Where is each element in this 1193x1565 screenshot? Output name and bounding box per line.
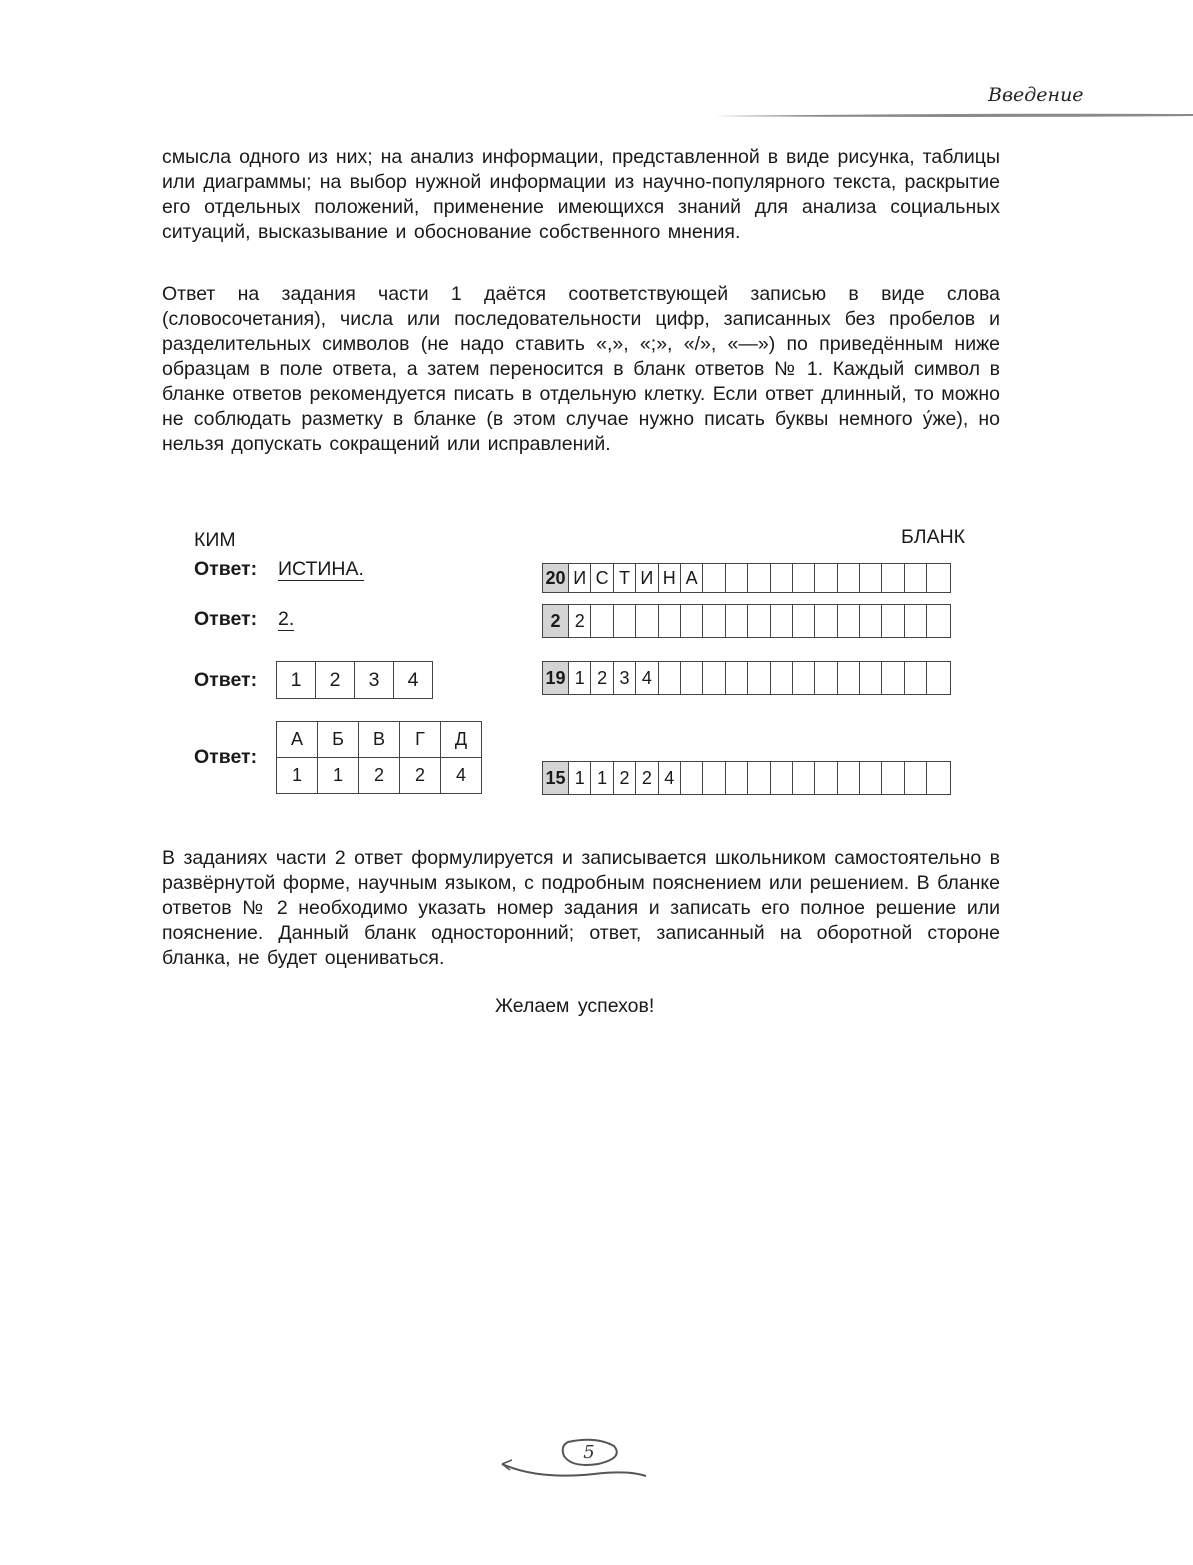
answer-char-cell — [659, 605, 681, 637]
answer-char-cell — [771, 605, 793, 637]
task-number-cell: 20 — [543, 564, 569, 592]
answer-char-cell — [726, 762, 748, 794]
closing-wish: Желаем успехов! — [495, 995, 655, 1017]
answer-char-cell — [882, 605, 904, 637]
answer-number-example: 2. — [278, 608, 295, 630]
table-row — [277, 722, 482, 758]
answer-char-cell: 2 — [614, 762, 636, 794]
table-header-cell: Г — [400, 722, 441, 758]
answer-char-cell — [793, 662, 815, 694]
answer-label: Ответ: — [194, 746, 258, 768]
page-number: 5 — [583, 1442, 595, 1463]
answer-char-cell: 4 — [636, 662, 658, 694]
answer-char-cell: 2 — [636, 762, 658, 794]
sequence-cell: 2 — [316, 662, 355, 698]
answer-char-cell — [905, 564, 927, 592]
answer-char-cell — [591, 605, 613, 637]
table-cell: 1 — [318, 758, 359, 794]
answer-char-cell — [726, 662, 748, 694]
answer-char-cell: 2 — [591, 662, 613, 694]
answer-char-cell — [860, 564, 882, 592]
answer-char-cell — [636, 605, 658, 637]
sequence-cell: 3 — [355, 662, 394, 698]
answer-char-cell: И — [636, 564, 658, 592]
blank-row — [542, 661, 951, 695]
table-header-cell: В — [359, 722, 400, 758]
blank-label: БЛАНК — [901, 526, 966, 548]
table-cell: 2 — [400, 758, 441, 794]
answer-char-cell — [726, 605, 748, 637]
answer-char-cell — [838, 662, 860, 694]
answer-char-cell — [703, 762, 725, 794]
answer-label: Ответ: — [194, 608, 258, 630]
answer-char-cell — [614, 605, 636, 637]
answer-char-cell — [927, 662, 949, 694]
answer-char-cell: 4 — [659, 762, 681, 794]
answer-char-cell — [838, 605, 860, 637]
answer-char-cell — [882, 564, 904, 592]
answer-char-cell — [793, 605, 815, 637]
answer-char-cell: 1 — [591, 762, 613, 794]
answer-char-cell — [815, 605, 837, 637]
answer-char-cell — [703, 564, 725, 592]
paragraph-part2-rules: В заданиях части 2 ответ формулируется и записывается школьником самостоятельно в развёрнутой форме, научным языком, с подробным пояснением или решением. В бланке ответов № 2 необходимо указать номер задания и записать его полное решение или пояснение. Данный бланк односторонний; ответ, записанный на оборотной стороне бланка, не будет оцениваться. — [162, 847, 1000, 969]
answer-char-cell — [659, 662, 681, 694]
answer-char-cell — [860, 605, 882, 637]
answer-char-cell — [793, 564, 815, 592]
sequence-cell: 1 — [277, 662, 316, 698]
blank-row — [542, 604, 951, 638]
answer-char-cell — [927, 605, 949, 637]
header-rule — [715, 113, 1193, 118]
answer-char-cell — [882, 762, 904, 794]
answer-char-cell — [771, 762, 793, 794]
answer-char-cell — [793, 762, 815, 794]
answer-char-cell — [927, 762, 949, 794]
table-cell: 1 — [277, 758, 318, 794]
answer-char-cell — [905, 662, 927, 694]
kim-label: КИМ — [194, 529, 236, 551]
blank-row — [542, 761, 951, 795]
answer-char-cell — [681, 605, 703, 637]
answer-char-cell — [815, 762, 837, 794]
answer-match-table — [276, 721, 482, 794]
task-number-cell: 19 — [543, 662, 569, 694]
page-number-ornament — [498, 1436, 650, 1482]
answer-char-cell — [860, 662, 882, 694]
answer-char-cell — [838, 762, 860, 794]
answer-char-cell — [748, 564, 770, 592]
task-number-cell: 2 — [543, 605, 569, 637]
answer-char-cell — [681, 762, 703, 794]
answer-label: Ответ: — [194, 558, 258, 580]
answer-char-cell — [860, 762, 882, 794]
paragraph-part1-rules: Ответ на задания части 1 даётся соответствующей записью в виде слова (словосочетания), числа или последовательности цифр, записанных без пробелов и разделительных символов (не надо ставить «,», «;», «/», «—») по приведённым ниже образцам в поле ответа, а затем переносится в бланк ответов № 1. Каждый символ в бланке ответов рекомендуется писать в отдельную клетку. Если ответ длинный, то можно не соблюдать разметку в бланке (в этом случае нужно писать буквы немного у́же), но нельзя допускать сокращений или исправлений. — [162, 283, 1000, 455]
table-header-cell: А — [277, 722, 318, 758]
answer-char-cell — [882, 662, 904, 694]
table-header-cell: Б — [318, 722, 359, 758]
answer-char-cell: 1 — [569, 762, 591, 794]
answer-char-cell — [703, 662, 725, 694]
answer-char-cell — [838, 564, 860, 592]
table-header-cell: Д — [441, 722, 482, 758]
answer-char-cell: И — [569, 564, 591, 592]
answer-char-cell — [771, 564, 793, 592]
answer-char-cell: 1 — [569, 662, 591, 694]
answer-char-cell — [815, 662, 837, 694]
paragraph-intro: смысла одного из них; на анализ информации, представленной в виде рисунка, таблицы или диаграммы; на выбор нужной информации из научно-популярного текста, раскрытие его отдельных положений, применение имеющихся знаний для анализа социальных ситуаций, высказывание и обоснование собственного мнения. — [162, 146, 1000, 243]
answer-sequence-box — [276, 661, 433, 699]
table-row — [277, 758, 482, 794]
running-header: Введение — [988, 84, 1084, 106]
answer-char-cell — [748, 605, 770, 637]
answer-char-cell — [927, 564, 949, 592]
answer-char-cell — [815, 564, 837, 592]
answer-char-cell — [748, 662, 770, 694]
answer-char-cell — [681, 662, 703, 694]
sequence-cell: 4 — [407, 668, 419, 691]
blank-row — [542, 563, 951, 593]
answer-char-cell: Т — [614, 564, 636, 592]
answer-char-cell: С — [591, 564, 613, 592]
answer-char-cell — [748, 762, 770, 794]
answer-char-cell: 2 — [569, 605, 591, 637]
answer-char-cell — [905, 762, 927, 794]
answer-char-cell: Н — [659, 564, 681, 592]
answer-char-cell — [905, 605, 927, 637]
table-cell: 4 — [441, 758, 482, 794]
table-cell: 2 — [359, 758, 400, 794]
answer-char-cell — [771, 662, 793, 694]
task-number-cell: 15 — [543, 762, 569, 794]
answer-word-example: ИСТИНА. — [278, 558, 364, 580]
answer-label: Ответ: — [194, 669, 258, 691]
answer-char-cell — [703, 605, 725, 637]
answer-char-cell: А — [681, 564, 703, 592]
answer-char-cell — [726, 564, 748, 592]
answer-char-cell: 3 — [614, 662, 636, 694]
